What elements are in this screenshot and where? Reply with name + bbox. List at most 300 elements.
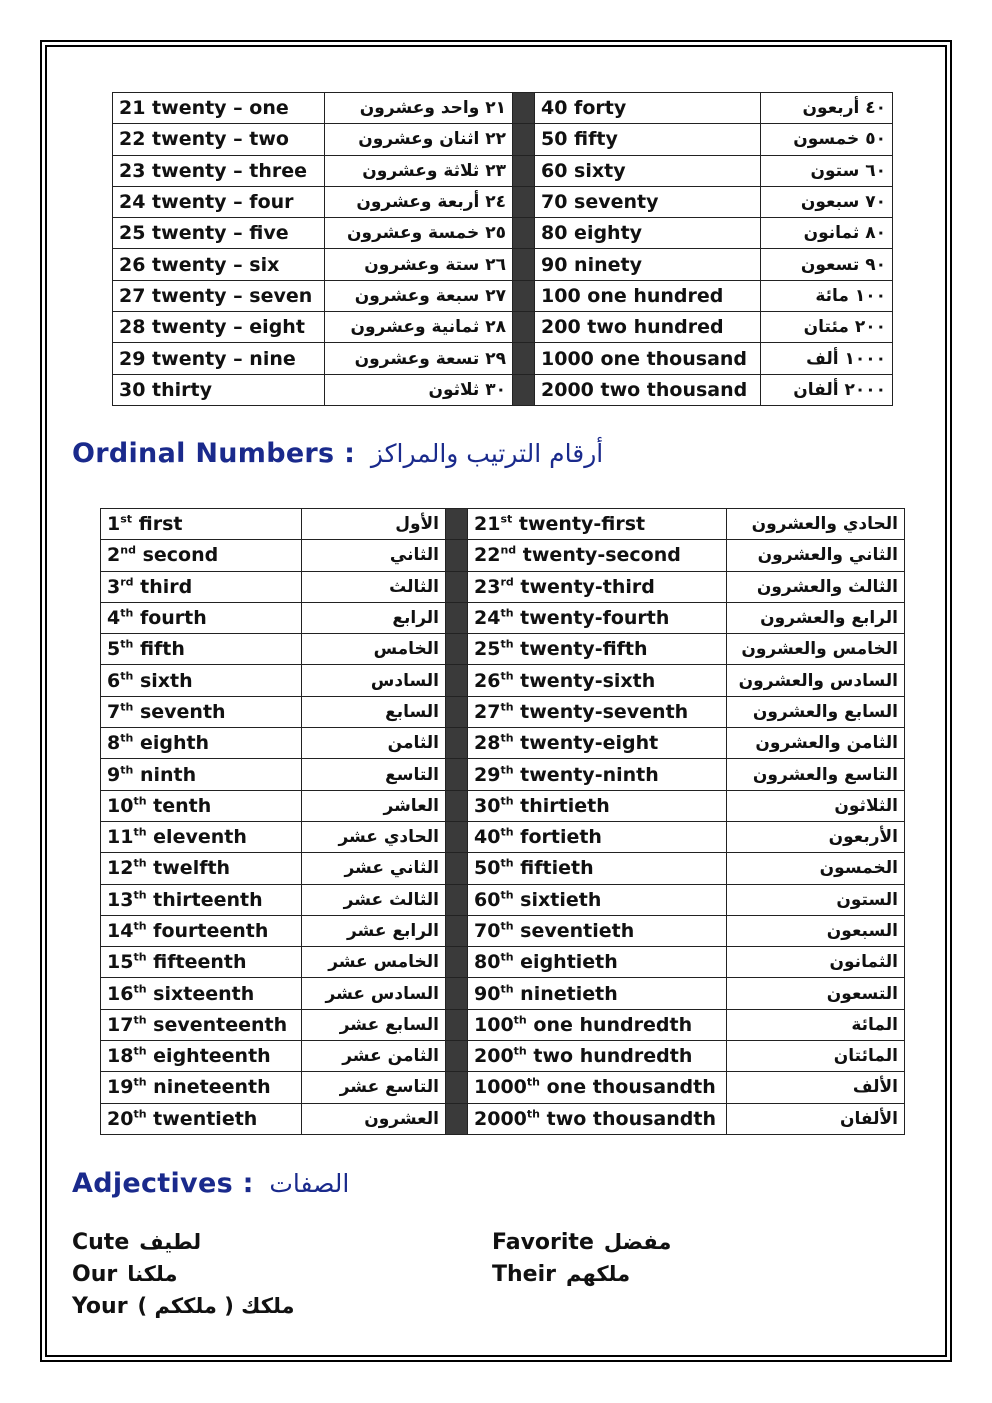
ordinal-arabic-cell: المائة — [727, 1009, 905, 1040]
ordinal-arabic-cell: التاسع والعشرون — [727, 759, 905, 790]
adjective-arabic: ( ملككم ) ملكك — [137, 1294, 295, 1318]
ordinal-arabic-cell: الرابع والعشرون — [727, 602, 905, 633]
ordinal-word: twentieth — [153, 1107, 258, 1130]
ordinal-arabic-cell: الثالث والعشرون — [727, 571, 905, 602]
ordinal-number: 40 — [474, 826, 501, 849]
column-divider — [513, 186, 535, 217]
ordinal-number: 60 — [474, 888, 501, 911]
ordinal-number: 29 — [474, 763, 501, 786]
ordinal-arabic-cell: الستون — [727, 884, 905, 915]
column-divider — [513, 312, 535, 343]
ordinal-arabic-cell: الأول — [302, 509, 446, 540]
ordinal-number: 8 — [107, 732, 121, 755]
ordinal-suffix: th — [133, 1076, 147, 1090]
column-divider — [513, 280, 535, 311]
ordinal-number: 15 — [107, 951, 134, 974]
ordinal-number: 3 — [107, 575, 121, 598]
ordinal-word: eleventh — [153, 826, 247, 849]
adjectives-heading-arabic: الصفات — [269, 1169, 350, 1198]
table-row — [101, 634, 905, 665]
adjectives-heading-english: Adjectives : — [72, 1168, 254, 1199]
column-divider — [446, 790, 468, 821]
ordinal-arabic-cell: الرابع — [302, 602, 446, 633]
column-divider — [446, 884, 468, 915]
cardinal-arabic-cell: ٢٩ تسعة وعشرون — [325, 343, 513, 374]
adjective-english: Your — [72, 1294, 128, 1319]
ordinal-arabic-cell: الألف — [727, 1072, 905, 1103]
column-divider — [446, 1009, 468, 1040]
cardinal-english-cell: 50 fifty — [535, 124, 761, 155]
ordinal-english-cell — [101, 759, 302, 790]
ordinal-number: 4 — [107, 607, 121, 630]
ordinal-suffix: th — [133, 1044, 147, 1058]
ordinal-suffix: th — [133, 888, 147, 902]
ordinal-suffix: th — [500, 888, 514, 902]
ordinal-english-cell — [468, 1009, 727, 1040]
ordinal-arabic-cell: المائتان — [727, 1041, 905, 1072]
table-row — [113, 218, 893, 249]
ordinal-numbers-heading — [72, 438, 603, 469]
ordinal-word: seventh — [139, 700, 226, 723]
cardinal-arabic-cell: ٥٠ خمسون — [761, 124, 893, 155]
adjective-english: Their — [492, 1262, 556, 1287]
table-row — [113, 343, 893, 374]
column-divider — [446, 665, 468, 696]
cardinal-arabic-cell: ٧٠ سبعون — [761, 186, 893, 217]
ordinal-suffix: th — [500, 669, 514, 683]
ordinal-arabic-cell: الرابع عشر — [302, 915, 446, 946]
ordinal-word: twenty-ninth — [520, 763, 659, 786]
adjective-arabic: ملكهم — [565, 1262, 631, 1286]
ordinal-suffix: nd — [120, 544, 136, 558]
ordinal-suffix: th — [133, 825, 147, 839]
ordinal-arabic-cell: التسعون — [727, 978, 905, 1009]
ordinal-english-cell — [101, 915, 302, 946]
ordinal-suffix: th — [500, 638, 514, 651]
ordinal-number: 7 — [107, 700, 121, 723]
cardinal-english-cell: 2000 two thousand — [535, 374, 761, 405]
column-divider — [513, 155, 535, 186]
cardinal-english-cell: 100 one hundred — [535, 280, 761, 311]
table-row — [101, 540, 905, 571]
ordinal-number: 19 — [107, 1076, 134, 1099]
ordinal-english-cell — [468, 571, 727, 602]
adjective-item — [72, 1230, 201, 1255]
ordinal-english-cell — [101, 978, 302, 1009]
ordinal-number: 100 — [474, 1013, 514, 1036]
adjective-item — [492, 1262, 630, 1287]
adjective-item — [72, 1262, 177, 1287]
ordinal-english-cell — [101, 790, 302, 821]
ordinal-word: fiftieth — [520, 857, 594, 880]
ordinal-word: eighth — [139, 732, 210, 755]
column-divider — [513, 124, 535, 155]
column-divider — [513, 249, 535, 280]
adjective-english: Favorite — [492, 1230, 594, 1255]
ordinal-arabic-cell: الأربعون — [727, 821, 905, 852]
cardinal-arabic-cell: ٢١ واحد وعشرون — [325, 93, 513, 124]
column-divider — [446, 540, 468, 571]
cardinal-english-cell: 200 two hundred — [535, 312, 761, 343]
column-divider — [513, 93, 535, 124]
ordinal-arabic-cell: الحادي عشر — [302, 821, 446, 852]
ordinal-suffix: th — [120, 700, 134, 714]
adjective-arabic: ملكنا — [127, 1262, 178, 1286]
cardinal-arabic-cell: ٤٠ أربعون — [761, 93, 893, 124]
ordinal-suffix: th — [133, 857, 147, 871]
cardinal-english-cell: 23 twenty – three — [113, 155, 325, 186]
ordinal-number: 6 — [107, 669, 121, 692]
ordinal-suffix: th — [120, 763, 134, 777]
ordinal-word: thirteenth — [153, 888, 263, 911]
adjective-english: Cute — [72, 1230, 130, 1255]
ordinal-arabic-cell: الثاني والعشرون — [727, 540, 905, 571]
cardinal-arabic-cell: ٢٧ سبعة وعشرون — [325, 280, 513, 311]
ordinal-word: third — [140, 575, 193, 598]
ordinal-word: fifth — [139, 638, 185, 661]
ordinal-suffix: th — [500, 794, 514, 808]
ordinal-suffix: th — [526, 1076, 540, 1090]
table-row — [101, 602, 905, 633]
ordinal-suffix: th — [500, 700, 514, 714]
column-divider — [446, 602, 468, 633]
ordinal-english-cell — [101, 853, 302, 884]
ordinal-suffix: st — [120, 512, 133, 526]
table-row — [113, 124, 893, 155]
ordinal-number: 18 — [107, 1045, 134, 1068]
ordinal-word: two thousandth — [546, 1107, 716, 1130]
ordinal-english-cell — [468, 790, 727, 821]
cardinal-english-cell: 60 sixty — [535, 155, 761, 186]
column-divider — [446, 1103, 468, 1134]
ordinal-arabic-cell: الثالث عشر — [302, 884, 446, 915]
ordinal-word: one hundredth — [533, 1013, 693, 1036]
ordinal-number: 24 — [474, 607, 501, 630]
cardinal-arabic-cell: ٣٠ ثلاثون — [325, 374, 513, 405]
cardinal-arabic-cell: ٢٠٠ مئتان — [761, 312, 893, 343]
cardinal-english-cell: 29 twenty – nine — [113, 343, 325, 374]
ordinal-english-cell — [101, 509, 302, 540]
ordinal-word: twenty-second — [522, 544, 681, 567]
ordinal-arabic-cell: السادس والعشرون — [727, 665, 905, 696]
ordinal-suffix: th — [500, 950, 514, 964]
column-divider — [446, 1072, 468, 1103]
ordinal-english-cell — [101, 1009, 302, 1040]
ordinal-arabic-cell: الخامس والعشرون — [727, 634, 905, 665]
ordinal-arabic-cell: الألفان — [727, 1103, 905, 1134]
ordinal-english-cell — [101, 602, 302, 633]
ordinal-numbers-table — [100, 508, 905, 1135]
table-row — [113, 186, 893, 217]
ordinal-arabic-cell: الثاني عشر — [302, 853, 446, 884]
ordinal-arabic-cell: الثالث — [302, 571, 446, 602]
ordinal-suffix: th — [133, 794, 147, 808]
ordinal-word: tenth — [153, 794, 212, 817]
cardinal-english-cell: 30 thirty — [113, 374, 325, 405]
ordinal-word: twenty-sixth — [520, 669, 656, 692]
ordinal-word: ninetieth — [520, 982, 618, 1005]
ordinal-english-cell — [101, 571, 302, 602]
ordinal-number: 22 — [474, 544, 501, 567]
ordinal-english-cell — [101, 728, 302, 759]
column-divider — [446, 696, 468, 727]
ordinal-word: thirtieth — [520, 794, 610, 817]
ordinal-english-cell — [468, 759, 727, 790]
ordinal-english-cell — [101, 1041, 302, 1072]
ordinal-suffix: th — [500, 857, 514, 871]
table-row — [101, 728, 905, 759]
table-row — [101, 1072, 905, 1103]
cardinal-arabic-cell: ٨٠ ثمانون — [761, 218, 893, 249]
ordinal-number: 25 — [474, 638, 501, 661]
ordinal-suffix: th — [500, 919, 514, 933]
ordinal-arabic-cell: التاسع — [302, 759, 446, 790]
ordinal-english-cell — [468, 915, 727, 946]
ordinal-suffix: th — [500, 825, 514, 839]
ordinal-word: sixtieth — [520, 888, 602, 911]
ordinal-arabic-cell: الثاني — [302, 540, 446, 571]
ordinal-english-cell — [468, 602, 727, 633]
ordinal-english-cell — [101, 696, 302, 727]
ordinal-word: twelfth — [153, 857, 231, 880]
ordinal-suffix: th — [133, 950, 147, 964]
ordinal-number: 9 — [107, 763, 121, 786]
ordinal-word: eightieth — [520, 951, 618, 974]
ordinal-english-cell — [468, 509, 727, 540]
adjective-item — [492, 1230, 671, 1255]
ordinal-english-cell — [101, 634, 302, 665]
column-divider — [513, 218, 535, 249]
ordinal-heading-english: Ordinal Numbers : — [72, 438, 356, 469]
ordinal-number: 12 — [107, 857, 134, 880]
ordinal-word: fourteenth — [153, 920, 269, 942]
ordinal-number: 30 — [474, 794, 501, 817]
ordinal-suffix: rd — [120, 575, 134, 589]
ordinal-number: 13 — [107, 888, 134, 911]
column-divider — [446, 947, 468, 978]
ordinal-suffix: rd — [500, 575, 514, 589]
ordinal-word: seventieth — [520, 920, 635, 942]
ordinal-suffix: th — [133, 982, 147, 996]
cardinal-english-cell: 1000 one thousand — [535, 343, 761, 374]
ordinal-arabic-cell: السبعون — [727, 915, 905, 946]
ordinal-number: 2 — [107, 544, 121, 567]
ordinal-word: fortieth — [520, 826, 602, 849]
ordinal-suffix: th — [133, 919, 147, 933]
column-divider — [446, 728, 468, 759]
cardinal-numbers-table — [112, 92, 893, 406]
ordinal-english-cell — [468, 947, 727, 978]
table-row — [113, 280, 893, 311]
ordinal-english-cell — [468, 1072, 727, 1103]
table-row — [101, 915, 905, 946]
adjectives-heading — [72, 1168, 349, 1199]
ordinal-number: 16 — [107, 982, 134, 1005]
ordinal-number: 28 — [474, 732, 501, 755]
ordinal-word: nineteenth — [153, 1076, 271, 1099]
table-row — [101, 1103, 905, 1134]
ordinal-english-cell — [468, 821, 727, 852]
ordinal-heading-arabic: أرقام الترتيب والمراكز — [370, 439, 604, 468]
ordinal-word: twenty-fourth — [520, 607, 670, 630]
ordinal-number: 14 — [107, 920, 134, 942]
ordinal-word: one thousandth — [546, 1076, 716, 1099]
ordinal-word: fourth — [139, 607, 207, 630]
ordinal-english-cell — [468, 665, 727, 696]
ordinal-suffix: th — [120, 606, 134, 620]
ordinal-arabic-cell: الثامن عشر — [302, 1041, 446, 1072]
cardinal-english-cell: 25 twenty – five — [113, 218, 325, 249]
ordinal-number: 20 — [107, 1107, 134, 1130]
ordinal-suffix: nd — [500, 544, 517, 558]
cardinal-arabic-cell: ٢٨ ثمانية وعشرون — [325, 312, 513, 343]
ordinal-english-cell — [101, 1072, 302, 1103]
cardinal-english-cell: 21 twenty – one — [113, 93, 325, 124]
cardinal-english-cell: 40 forty — [535, 93, 761, 124]
ordinal-word: eighteenth — [153, 1045, 271, 1068]
column-divider — [446, 978, 468, 1009]
table-row — [101, 1009, 905, 1040]
ordinal-suffix: th — [513, 1044, 527, 1058]
ordinal-arabic-cell: السابع — [302, 696, 446, 727]
cardinal-english-cell: 70 seventy — [535, 186, 761, 217]
ordinal-english-cell — [101, 1103, 302, 1134]
ordinal-word: two hundredth — [533, 1045, 693, 1068]
table-row — [113, 93, 893, 124]
column-divider — [446, 571, 468, 602]
ordinal-suffix: th — [120, 638, 134, 651]
table-row — [101, 947, 905, 978]
ordinal-arabic-cell: الثمانون — [727, 947, 905, 978]
ordinal-number: 11 — [107, 826, 134, 849]
cardinal-arabic-cell: ٢٤ أربعة وعشرون — [325, 186, 513, 217]
cardinal-arabic-cell: ٢٢ اثنان وعشرون — [325, 124, 513, 155]
column-divider — [446, 634, 468, 665]
cardinal-arabic-cell: ١٠٠٠ ألف — [761, 343, 893, 374]
column-divider — [446, 509, 468, 540]
ordinal-number: 23 — [474, 575, 501, 598]
ordinal-word: second — [142, 544, 219, 567]
column-divider — [446, 915, 468, 946]
ordinal-suffix: th — [500, 763, 514, 777]
table-row — [113, 249, 893, 280]
ordinal-suffix: th — [500, 606, 514, 620]
ordinal-english-cell — [468, 884, 727, 915]
adjective-item — [72, 1294, 295, 1319]
ordinal-english-cell — [101, 947, 302, 978]
ordinal-english-cell — [468, 634, 727, 665]
ordinal-number: 21 — [474, 513, 501, 536]
ordinal-word: twenty-fifth — [520, 638, 648, 661]
ordinal-arabic-cell: السابع والعشرون — [727, 696, 905, 727]
cardinal-english-cell: 80 eighty — [535, 218, 761, 249]
ordinal-suffix: th — [500, 731, 514, 745]
adjective-arabic: مفضل — [603, 1230, 672, 1254]
ordinal-number: 26 — [474, 669, 501, 692]
ordinal-word: twenty-first — [518, 513, 646, 536]
cardinal-english-cell: 22 twenty – two — [113, 124, 325, 155]
ordinal-number: 27 — [474, 700, 501, 723]
ordinal-number: 17 — [107, 1013, 134, 1036]
ordinal-arabic-cell: السابع عشر — [302, 1009, 446, 1040]
ordinal-word: fifteenth — [153, 951, 247, 974]
column-divider — [446, 759, 468, 790]
column-divider — [513, 343, 535, 374]
table-row — [101, 696, 905, 727]
cardinal-english-cell: 26 twenty – six — [113, 249, 325, 280]
ordinal-arabic-cell: العشرون — [302, 1103, 446, 1134]
ordinal-word: first — [138, 513, 183, 536]
ordinal-english-cell — [101, 665, 302, 696]
table-row — [101, 1041, 905, 1072]
ordinal-arabic-cell: الخامس عشر — [302, 947, 446, 978]
table-row — [101, 571, 905, 602]
ordinal-arabic-cell: الثامن والعشرون — [727, 728, 905, 759]
table-row — [101, 509, 905, 540]
ordinal-english-cell — [468, 696, 727, 727]
ordinal-english-cell — [101, 884, 302, 915]
ordinal-number: 50 — [474, 857, 501, 880]
ordinal-number: 200 — [474, 1045, 514, 1068]
ordinal-number: 90 — [474, 982, 501, 1005]
ordinal-arabic-cell: السادس — [302, 665, 446, 696]
ordinal-arabic-cell: السادس عشر — [302, 978, 446, 1009]
ordinal-suffix: th — [526, 1107, 540, 1121]
ordinal-word: twenty-seventh — [520, 700, 689, 723]
ordinal-number: 2000 — [474, 1107, 527, 1130]
table-row — [101, 978, 905, 1009]
cardinal-english-cell: 90 ninety — [535, 249, 761, 280]
ordinal-word: twenty-third — [520, 575, 655, 598]
table-row — [101, 853, 905, 884]
ordinal-english-cell — [468, 540, 727, 571]
cardinal-arabic-cell: ٢٣ ثلاثة وعشرون — [325, 155, 513, 186]
ordinal-suffix: th — [513, 1013, 527, 1027]
ordinal-arabic-cell: العاشر — [302, 790, 446, 821]
table-row — [113, 312, 893, 343]
ordinal-english-cell — [468, 853, 727, 884]
cardinal-arabic-cell: ٢٥ خمسة وعشرون — [325, 218, 513, 249]
cardinal-english-cell: 27 twenty – seven — [113, 280, 325, 311]
ordinal-arabic-cell: الخمسون — [727, 853, 905, 884]
ordinal-arabic-cell: الثلاثون — [727, 790, 905, 821]
ordinal-suffix: th — [133, 1013, 147, 1027]
ordinal-english-cell — [468, 1103, 727, 1134]
cardinal-arabic-cell: ٩٠ تسعون — [761, 249, 893, 280]
table-row — [101, 665, 905, 696]
table-row — [113, 155, 893, 186]
cardinal-arabic-cell: ٢٦ ستة وعشرون — [325, 249, 513, 280]
ordinal-number: 70 — [474, 920, 501, 942]
ordinal-number: 80 — [474, 951, 501, 974]
ordinal-word: ninth — [139, 763, 197, 786]
adjective-english: Our — [72, 1262, 118, 1287]
ordinal-suffix: st — [500, 512, 513, 526]
ordinal-english-cell — [468, 728, 727, 759]
ordinal-word: sixteenth — [153, 982, 255, 1005]
ordinal-suffix: th — [120, 731, 134, 745]
ordinal-english-cell — [468, 978, 727, 1009]
cardinal-english-cell: 24 twenty – four — [113, 186, 325, 217]
ordinal-suffix: th — [500, 982, 514, 996]
cardinal-arabic-cell: ٢٠٠٠ ألفان — [761, 374, 893, 405]
ordinal-arabic-cell: الثامن — [302, 728, 446, 759]
table-row — [101, 821, 905, 852]
ordinal-english-cell — [468, 1041, 727, 1072]
table-row — [101, 790, 905, 821]
cardinal-arabic-cell: ٦٠ ستون — [761, 155, 893, 186]
ordinal-word: twenty-eight — [520, 732, 659, 755]
